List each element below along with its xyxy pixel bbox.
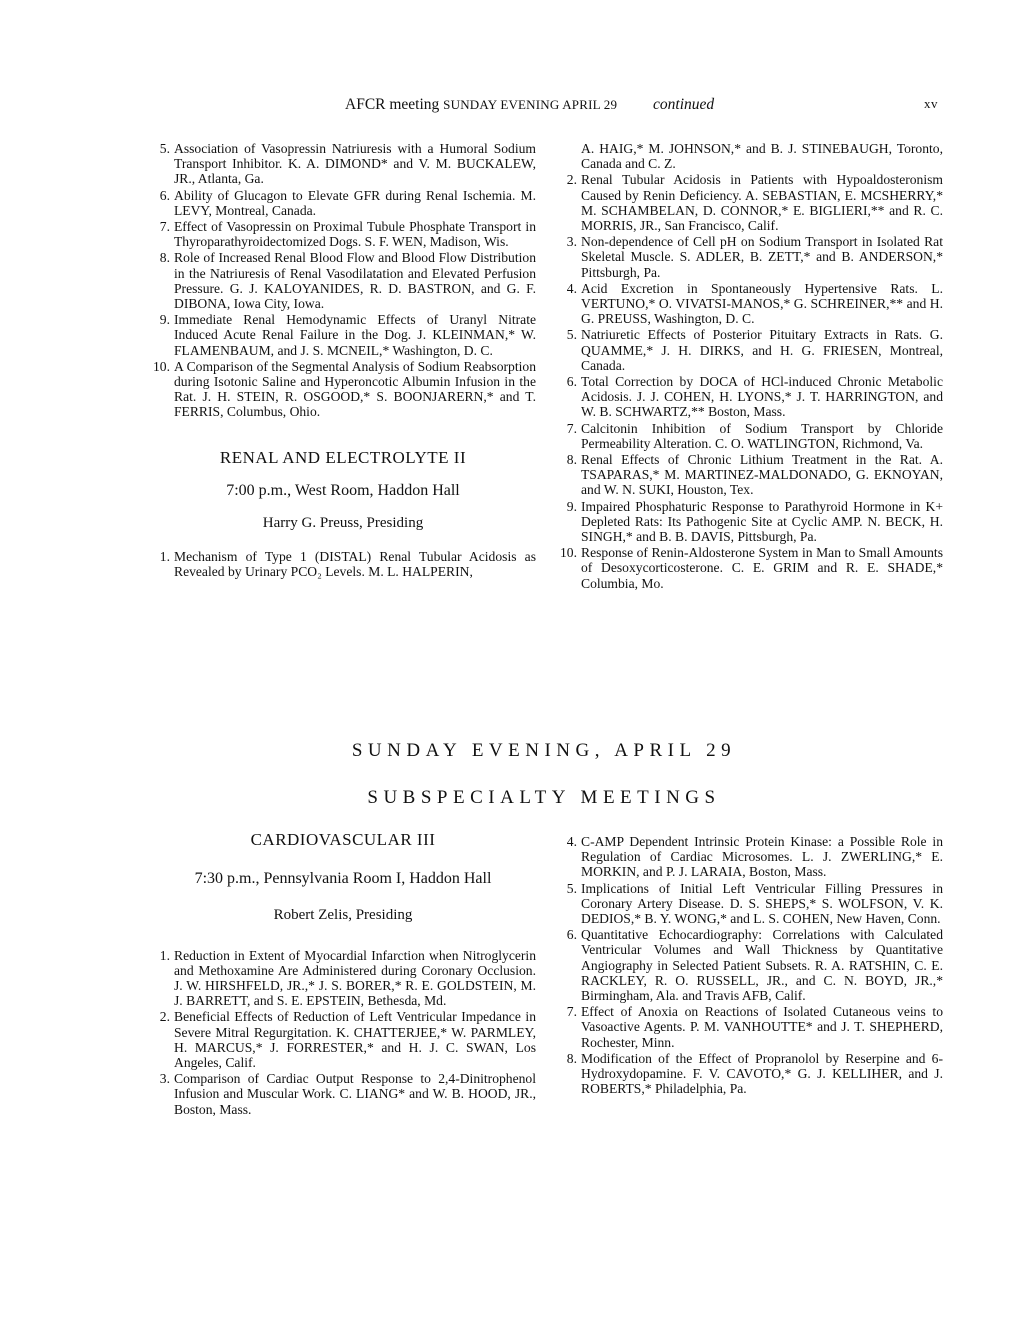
- entry-number: 10.: [153, 358, 170, 374]
- entry-number: 8.: [566, 1050, 577, 1066]
- continued-entry: [557, 141, 943, 171]
- abstract-entry: [557, 834, 943, 880]
- entry-text: Reduction in Extent of Myocardial Infarction when Nitroglycerin and Methoxamine Are Administered during Coronary Occlusion. J. W. HIRSHFELD, JR.,* J. S. BORER,* R. E. GOLDSTEIN, M. J. BARRETT, and S. E. EPSTEIN, Bethesda, Md.: [174, 947, 536, 1009]
- session-title: CARDIOVASCULAR III: [250, 830, 436, 849]
- entry-number: 6.: [566, 374, 577, 390]
- entry-text: Calcitonin Inhibition of Sodium Transport by Chloride Permeability Alteration. C. O. WATLINGTON, Richmond, Va.: [581, 420, 943, 451]
- page-number: xv: [924, 96, 938, 111]
- entry-text: A Comparison of the Segmental Analysis of Sodium Reabsorption during Isotonic Saline and Hyperoncotic Albumin Infusion in the Rat. J. H. STEIN, R. OSGOOD,* S. BOONJARERN,* and T. FERRIS, Columbus, Ohio.: [174, 358, 536, 420]
- entry-text: Response of Renin-Aldosterone System in Man to Small Amounts of Desoxycorticosterone. C. E. GRIM and R. E. SHADE,* Columbia, Mo.: [581, 545, 943, 591]
- abstract-entry: [557, 1051, 943, 1097]
- abstract-list: [150, 141, 536, 420]
- section-heading-date: SUNDAY EVENING, APRIL 29: [351, 740, 737, 761]
- entry-number: 8.: [566, 452, 577, 468]
- abstract-entry: [150, 1071, 536, 1117]
- abstract-entry: [150, 250, 536, 311]
- abstract-entry: [150, 219, 536, 249]
- entry-text: Effect of Anoxia on Reactions of Isolated Cutaneous veins to Vasoactive Agents. P. M. VANHOUTTE* and J. T. SHEPHERD, Rochester, Minn.: [581, 1004, 943, 1050]
- header-continued: continued: [653, 96, 715, 113]
- abstract-entry: [557, 881, 943, 927]
- abstract-entry: [557, 545, 943, 591]
- entry-number: 5.: [159, 141, 170, 156]
- entry-number: 1.: [159, 549, 170, 565]
- session-header-renal: [150, 447, 536, 532]
- entry-text: Effect of Vasopressin on Proximal Tubule Phosphate Transport in Thyroparathyroidectomized Dogs. S. F. WEN, Madison, Wis.: [174, 219, 536, 250]
- abstract-entry: [150, 1009, 536, 1070]
- entry-text: C-AMP Dependent Intrinsic Protein Kinase: a Possible Role in Regulation of Cardiac Microsomes. L. J. ZWERLING,* E. MORKIN, and P. J. LARAIA, Boston, Mass.: [581, 834, 943, 880]
- entry-number: 4.: [566, 834, 577, 849]
- header-afcr: AFCR meeting: [345, 96, 440, 113]
- entry-number: 9.: [159, 312, 170, 328]
- abstract-list: [150, 948, 536, 1117]
- entry-text: Renal Tubular Acidosis in Patients with Hypoaldosteronism Caused by Renin Deficiency. A. SEBASTIAN, E. MCSHERRY,* M. SCHAMBELAN, D. CONNOR,* E. BIGLIERI,** and R. C. MORRIS, JR., San Francisco, Calif.: [581, 172, 943, 234]
- entry-text: Natriuretic Effects of Posterior Pituitary Extracts in Rats. G. QUAMME,* J. H. DIRKS, and H. G. FRIESEN, Montreal, Canada.: [581, 327, 943, 373]
- entry-number: 2.: [159, 1009, 170, 1025]
- session-time: 7:30 p.m., Pennsylvania Room I, Haddon Hall: [194, 870, 492, 888]
- right-bottom-column: [557, 834, 943, 1097]
- entry-text: Impaired Phosphaturic Response to Parathyroid Hormone in K+ Depleted Rats: Its Pathogenic Site at Cyclic AMP. N. BECK, H. SINGH,* and B. B. DAVIS, Pittsburgh, Pa.: [581, 498, 943, 545]
- abstract-entry: [150, 948, 536, 1009]
- entry-number: 2.: [566, 172, 577, 188]
- entry-number: 10.: [560, 545, 577, 561]
- running-header: [150, 96, 938, 122]
- entry-text: Association of Vasopressin Natriuresis with a Humoral Sodium Transport Inhibitor. K. A. DIMOND* and V. M. BUCKALEW, JR., Atlanta, Ga.: [174, 141, 536, 187]
- abstract-entry: [557, 281, 943, 327]
- entry-text: Non-dependence of Cell pH on Sodium Transport in Isolated Rat Skeletal Muscle. S. ADLER, B. ZETT,* and B. ANDERSON,* Pittsburgh, Pa.: [581, 234, 943, 280]
- entry-text: Quantitative Echocardiography: Correlations with Calculated Ventricular Volumes and Wall Thickness by Quantitative Angiography in Selected Patient Subsets. R. A. RATSHIN, C. E. RACKLEY, R. O. RUSSELL, JR., and C. N. BOYD, JR.,* Birmingham, Ala. and Travis AFB, Calif.: [581, 927, 943, 1004]
- entry-number: 1.: [159, 947, 170, 963]
- abstract-entry: [557, 234, 943, 280]
- entry-number: 4.: [566, 280, 577, 296]
- abstract-entry: [557, 172, 943, 233]
- entry-number: 6.: [159, 187, 170, 203]
- entry-number: 5.: [566, 327, 577, 343]
- entry-text: Role of Increased Renal Blood Flow and Blood Flow Distribution in the Natriuresis of Renal Vasodilatation and Elevated Perfusion Pressure. G. J. KALOYANIDES, R. D. BASTRON, and G. F. DIBONA, Iowa City, Iowa.: [174, 250, 536, 312]
- right-top-column: [557, 141, 943, 592]
- entry-text: Acid Excretion in Spontaneously Hypertensive Rats. L. VERTUNO,* O. VIVATSI-MANOS,* G. SCHREINER,** and H. G. PREUSS, Washington, D. C.: [581, 280, 943, 327]
- entry-number: 7.: [566, 420, 577, 436]
- entry-number: 8.: [159, 250, 170, 266]
- entry-text: Comparison of Cardiac Output Response to 2,4-Dinitrophenol Infusion and Muscular Work. C. LIANG* and W. B. HOOD, JR., Boston, Mass.: [174, 1071, 536, 1117]
- abstract-entry: [557, 452, 943, 498]
- session-time: 7:00 p.m., West Room, Haddon Hall: [226, 481, 460, 499]
- session-chair: Harry G. Preuss, Presiding: [262, 515, 424, 532]
- entry-text: Total Correction by DOCA of HCl-induced Chronic Metabolic Acidosis. J. J. COHEN, H. LYONS,* J. T. HARRINGTON, and W. B. SCHWARTZ,** Boston, Mass.: [581, 374, 943, 420]
- entry-number: 3.: [566, 234, 577, 250]
- abstract-entry: [150, 359, 536, 420]
- entry-text: Mechanism of Type 1 (DISTAL) Renal Tubular Acidosis as Revealed by Urinary PCO₂ Levels. M. L. HALPERIN,: [174, 549, 536, 580]
- entry-text: Renal Effects of Chronic Lithium Treatment in the Rat. A. TSAPARAS,* M. MARTINEZ-MALDONADO, G. EKNOYAN, and W. N. SUKI, Houston, Tex.: [581, 452, 943, 498]
- session-title: RENAL AND ELECTROLYTE II: [219, 447, 467, 467]
- section-heading-subspecialty: SUBSPECIALTY MEETINGS: [367, 787, 721, 808]
- entry-number: 5.: [566, 880, 577, 896]
- abstract-entry: [557, 374, 943, 420]
- entry-number: 7.: [159, 219, 170, 235]
- abstract-entry: [557, 1004, 943, 1050]
- left-bottom-column: [150, 820, 536, 1118]
- entry-text: Beneficial Effects of Reduction of Left Ventricular Impedance in Severe Mitral Regurgitation. K. CHATTERJEE,* W. PARMLEY, H. MARCUS,* J. FORRESTER,* and H. J. C. SWAN, Los Angeles, Calif.: [174, 1009, 536, 1071]
- abstract-entry: [150, 312, 536, 358]
- abstract-entry: [150, 141, 536, 187]
- abstract-entry: [150, 188, 536, 218]
- entry-number: 7.: [566, 1004, 577, 1020]
- entry-text: Modification of the Effect of Propranolol by Reserpine and 6-Hydroxydopamine. F. V. CAVOTO,* G. J. KELLIHER, and J. ROBERTS,* Philadelphia, Pa.: [581, 1050, 943, 1097]
- header-day-date: SUNDAY EVENING APRIL 29: [443, 97, 618, 112]
- session-chair: Robert Zelis, Presiding: [273, 907, 413, 924]
- abstract-entry: [557, 421, 943, 451]
- entry-text: Immediate Renal Hemodynamic Effects of Uranyl Nitrate Induced Acute Renal Failure in the Dog. J. KLEINMAN,* W. FLAMENBAUM, and J. S. MCNEIL,* Washington, D. C.: [174, 312, 536, 358]
- session-header-cardio: [150, 832, 536, 924]
- entry-number: 9.: [566, 498, 577, 514]
- entry-text: Ability of Glucagon to Elevate GFR during Renal Ischemia. M. LEVY, Montreal, Canada.: [174, 187, 536, 218]
- entry-text: Implications of Initial Left Ventricular Filling Pressures in Coronary Artery Disease. D. S. SHEPS,* S. WOLFSON, V. K. DEDIOS,* B. Y. WONG,* and L. S. COHEN, New Haven, Conn.: [581, 880, 943, 927]
- abstract-entry: [557, 499, 943, 545]
- left-top-column: [150, 141, 536, 581]
- entry-number: 6.: [566, 927, 577, 943]
- abstract-list: [557, 834, 943, 1096]
- abstract-entry: [557, 327, 943, 373]
- abstract-entry: [150, 549, 536, 579]
- abstract-entry: [557, 927, 943, 1003]
- entry-text: A. HAIG,* M. JOHNSON,* and B. J. STINEBAUGH, Toronto, Canada and C. Z.: [581, 141, 943, 172]
- entry-number: 3.: [159, 1071, 170, 1087]
- abstract-list: [150, 549, 536, 579]
- header-title: [345, 96, 714, 114]
- abstract-list: [557, 172, 943, 590]
